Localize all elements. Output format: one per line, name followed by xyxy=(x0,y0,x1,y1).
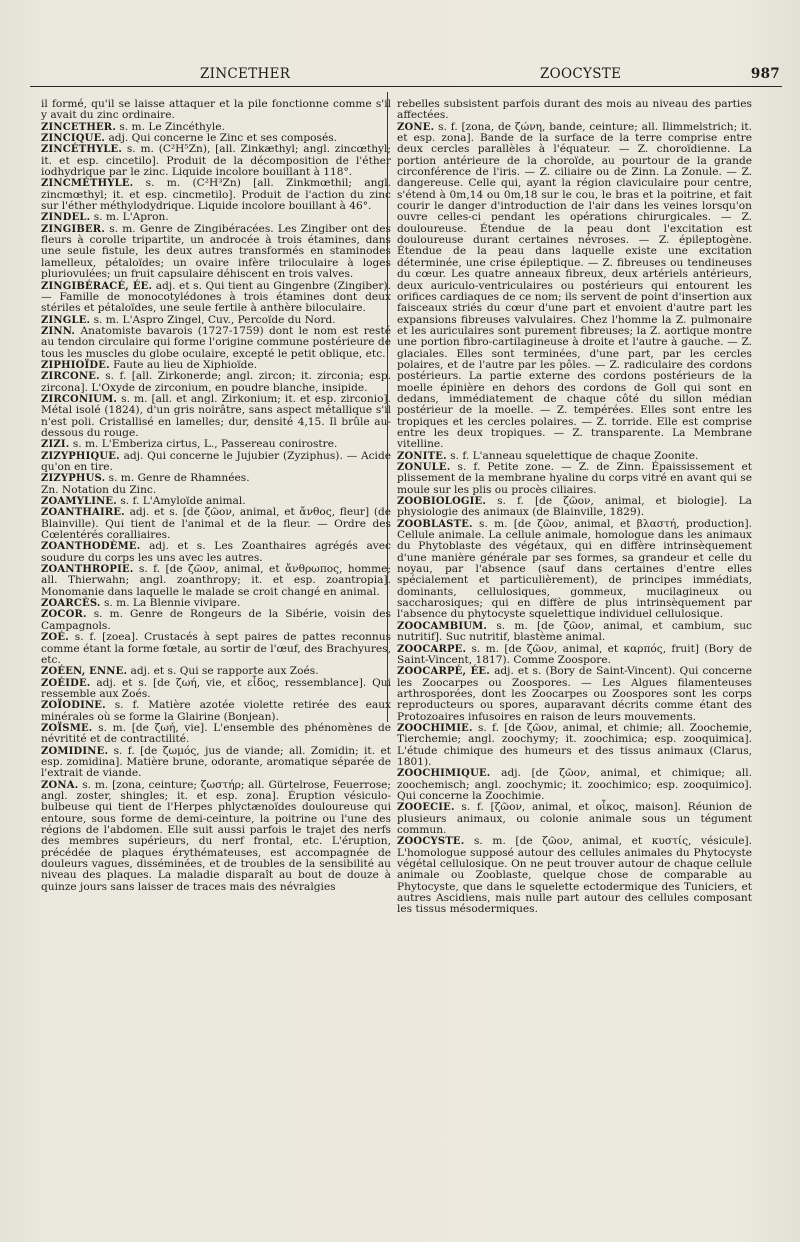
entry-headword: ZOOECIE. xyxy=(397,802,455,814)
entry-text: s. m. La Blennie vivipare. xyxy=(103,597,241,610)
entry-headword: ZINCÉTHYLE. xyxy=(41,144,123,156)
entry-text: s. f. Matière azotée violette retirée des eaux minérales où se forme la Glairine (Bonjean). xyxy=(41,699,391,723)
entry-text: s. f. L'anneau squelettique de chaque Zoonite. xyxy=(450,449,699,462)
entry-headword: ZIZYPHUS. xyxy=(41,473,106,485)
dictionary-entry xyxy=(41,780,391,893)
entry-text: s. m. Genre de Zingibéracées. Les Zingiber ont des fleurs à corolle tripartite, un androcée à trois étamines, dans une seule fistule, les deux autres transformés en staminodes lamelleux, pétaloïdes; un ovaire infère triloculaire à loges pluriovulées; un fruit capsulaire déhiscent en trois valves. xyxy=(41,222,391,281)
entry-text: s. f. [all. Zirkonerde; angl. zircon; it. zirconia; esp. zircona]. L'Oxyde de zirconium, en poudre blanche, insipide. xyxy=(41,370,391,394)
dictionary-entry xyxy=(41,632,391,666)
entry-headword: ZONE. xyxy=(397,121,435,133)
entry-headword: ZINN. xyxy=(41,325,76,337)
entry-text: s. m. (C²H⁵Zn), [all. Zinkæthyl; angl. zincœthyl; it. et esp. cincetilo]. Produit de la décomposition de l'éther iodhydrique par le zinc. Liquide incolore bouillant à 118°. xyxy=(41,143,391,179)
entry-text: s. f. [ζῶον, animal, et οἶκος, maison]. Réunion de plusieurs animaux, ou colonie animale sous un tégument commun. xyxy=(397,801,752,836)
dictionary-entry xyxy=(397,644,752,667)
entry-text: adj. [de ζῶον, animal, et chimique; all. zoochemisch; angl. zoochymic; it. zoochimico; esp. zooquimico]. Qui concerne la Zoochimie. xyxy=(397,767,752,802)
entry-text: s. m. [de ζῶον, animal, et καρπός, fruit] (Bory de Saint-Vincent, 1817). Comme Zoospore. xyxy=(397,642,752,666)
entry-text: s. f. [de ζῶον, animal, et chimie; all. Zoochemie, Tierchemie; angl. zoochymy; it. zoochimica; esp. zooquimica]. L'étude chimique des humeurs et des tissus animaux (Clarus, 1801). xyxy=(397,721,752,768)
entry-headword: ZIRCONE. xyxy=(41,371,100,383)
entry-headword: ZINCIQUE. xyxy=(41,133,106,145)
dictionary-entry xyxy=(41,224,391,281)
dictionary-entry xyxy=(397,836,752,915)
entry-text: adj. Qui concerne le Zinc et ses composés. xyxy=(108,132,338,145)
entry-headword: ZOAMYLINE. xyxy=(41,496,117,508)
entry-text: s. m. Genre de Rhamnées. xyxy=(108,472,250,485)
dictionary-entry xyxy=(41,178,391,212)
entry-text: Zn. Notation du Zinc. xyxy=(41,483,157,496)
entry-headword: ZOÏODINE. xyxy=(41,700,106,712)
entry-headword: ZOÉEN, ENNE. xyxy=(41,666,128,678)
entry-headword: ZINGIBÉRACÉ, ÉE. xyxy=(41,280,153,292)
entry-headword: ZONULE. xyxy=(397,462,451,473)
dictionary-entry xyxy=(397,666,752,723)
entry-headword: ZOOCHIMIQUE. xyxy=(397,768,491,780)
entry-text: il formé, qu'il se laisse attaquer et la pile fonctionne comme s'il y avait du zinc ordinaire. xyxy=(41,98,391,122)
dictionary-entry xyxy=(41,723,391,746)
entry-text: adj. et s. [de ζωή, vie, et εἶδος, ressemblance]. Qui ressemble aux Zoés. xyxy=(41,676,391,700)
entry-text: s. f. [de ζωμός, jus de viande; all. Zomidin; it. et esp. zomidina]. Matière brune, odorante, aromatique séparée de l'extrait de viande. xyxy=(41,744,391,780)
dictionary-entry xyxy=(397,99,752,122)
entry-headword: ZOOCHIMIE. xyxy=(397,722,473,734)
dictionary-entry xyxy=(41,541,391,564)
entry-text: s. f. [zona, de ζώνη, bande, ceinture; all. Ilimmelstrich; it. et esp. zona]. Bande de la surface de la terre comprise entre deux cercles parallèles à l'équateur. — Z. choroïdienne. La portion antérieure de la choroïde, au pourtour de la grande circonférence de l'iris. — Z. ciliaire ou de Zinn. La Zonule. — Z. dangereuse. Celle qui, ayant la région claviculaire pour centre, s'étend à 0m,14 ou 0m,18 sur le cou, le bras et la poitrine, et fait courir le danger d'introduction de l'air dans les veines lorsqu'on ouvre celles-ci pendant les opérations chirurgicales. — Z. douloureuse. Étendue de la peau dont l'excitation est douloureuse durant certaines névroses. — Z. épileptogène. Étendue de la peau dans laquelle existe une excitation déterminée, une crise épileptique. — Z. fibreuses ou tendineuses du cœur. Les quatre anneaux fibreux, deux artériels antérieurs, deux auriculo-ventriculaires ou postérieurs qui entourent les orifices cardiaques de ce nom; ils servent de point d'insertion aux faisceaux striés du cœur d'une part et envoient d'autre part les expansions fibreuses valvulaires. Chez l'homme la Z. pulmonaire et les auriculaires sont purement fibreuses; la Z. aortique montre une portion fibro-cartilagineuse à droite et l'autre à gauche. — Z. glaciales. Elles sont terminées, d'une part, par les cercles polaires, et de l'autre par les pôles. — Z. radiculaire des cordons postérieurs. La partie externe des cordons postérieurs de la moelle épinière en dehors des cordons de Goll qui sont en dedans, immédiatement de chaque côté du sillon médian postérieur de la moelle. — Z. tempérées. Elles sont entre les tropiques et les cercles polaires. — Z. torride. Elle est comprise entre les deux tropiques. — Z. transparente. La Membrane vitelline. xyxy=(397,120,753,451)
entry-headword: ZOOCAMBIUM. xyxy=(397,620,488,632)
entry-headword: ZINGIBER. xyxy=(41,223,106,235)
entry-text: s. m. [de ζῶον, animal, et κυστίς, vésicule]. L'homologue supposé autour des cellules animales du Phytocyste végétal cellulosique. On ne peut trouver autour de chaque cellule animale ou Zooblaste, quelque chose de comparable au Phytocyste, que dans le squelette ectodermique des Tuniciers, et autres Ascidiens, mais nulle part autour des cellules composant les tissus mésodermiques. xyxy=(397,835,752,916)
dictionary-entry xyxy=(41,564,391,598)
entry-text: s. f. [de ζῶον, animal, et ἄνθρωπος, homme; all. Thierwahn; angl. zoanthropy; it. et esp. zoantropia]. Monomanie dans laquelle le malade se croit changé en animal. xyxy=(41,563,391,598)
header-left-word: ZINCETHER xyxy=(200,66,291,82)
entry-text: Anatomiste bavarois (1727-1759) dont le nom est resté au tendon circulaire qui forme l'origine commune postérieure de tous les muscles du globe oculaire, excepté le petit oblique, etc. xyxy=(41,324,391,360)
header-center-word: ZOOCYSTE xyxy=(540,66,622,82)
entry-text: s. m. [de ζῶον, animal, et βλαστή, production]. Cellule animale. La cellule animale, homologue dans les animaux du Phytoblaste des végétaux, qui en diffère intrinsèquement d'une manière générale par ses formes, sa grandeur et celle du noyau, par l'absence (sauf dans certaines d'entre elles spécialement et particulièrement), de principes immédiats, dominants, cellulosiques, gommeux, mucilagineux ou saccharosiques; qui en diffère de plus intrinsèquement par l'absence du phytocyste squelettique individuel cellulosique. xyxy=(397,517,752,621)
dictionary-entry xyxy=(41,326,391,360)
entry-headword: ZOÏSME. xyxy=(41,722,93,734)
entry-text: s. m. Genre de Rongeurs de la Sibérie, voisin des Campagnols. xyxy=(41,608,391,632)
entry-text: Faute au lieu de Xiphioïde. xyxy=(113,358,258,371)
entry-text: s. f. [zoea]. Crustacés à sept paires de pattes reconnus comme étant la forme fœtale, au sortir de l'œuf, des Brachyures, etc. xyxy=(41,631,392,666)
entry-text: s. m. L'Emberiza cirtus, L., Passereau conirostre. xyxy=(72,438,338,451)
header-rule xyxy=(30,86,782,87)
entry-text: s. m. [all. et angl. Zirkonium; it. et esp. zirconio]. Métal isolé (1824), d'un gris noirâtre, sans aspect métallique s'il n'est poli. Cristallisé en lamelles; dur, densité 4,15. Il brûle au-dessous du rouge. xyxy=(41,392,392,439)
entry-headword: ZOOBLASTE. xyxy=(397,518,473,530)
entry-headword: ZOANTHROPIE. xyxy=(41,564,134,576)
dictionary-entry xyxy=(41,394,391,439)
entry-text: s. f. Petite zone. — Z. de Zinn. Épaississement et plissement de la membrane hyaline du corps vitré en avant qui se moule sur les plis ou procès ciliaires. xyxy=(397,461,752,496)
dictionary-entry xyxy=(41,678,391,701)
dictionary-entry xyxy=(41,451,391,474)
entry-text: s. m. Le Zincéthyle. xyxy=(119,120,225,133)
entry-text: s. f. [de ζῶον, animal, et biologie]. La physiologie des animaux (de Blainville, 1829). xyxy=(397,495,752,519)
entry-headword: ZOÉIDE. xyxy=(41,677,91,689)
dictionary-entry xyxy=(397,122,752,451)
left-column xyxy=(41,99,391,893)
entry-headword: ZOOCARPÉ, ÉE. xyxy=(397,666,490,678)
entry-headword: ZOÉ. xyxy=(41,632,69,644)
page-header xyxy=(30,66,780,86)
entry-text: adj. et s. Qui tient au Gingenbre (Zingiber). — Famille de monocotylédones à trois étamines dont deux stériles et pétaloïdes, une seule fertile à anthère biloculaire. xyxy=(41,279,391,315)
dictionary-entry xyxy=(397,496,752,519)
entry-text: s. m. [zona, ceinture; ζωστήρ; all. Gürtelrose, Feuerrose; angl. zoster, shingles; it. et esp. zona]. Éruption vésiculo-bulbeuse qui tient de l'Herpes phlyctænoïdes douloureuse qui entoure, sous forme de demi-ceinture, la poitrine ou l'une des régions de l'abdomen. Elle suit aussi parfois le trajet des nerfs des membres supérieurs, du nerf frontal, etc. L'éruption, précédée de plaques érythémateuses, est accompagnée de douleurs vagues, disséminées, et de troubles de la sensibilité au niveau des plaques. La maladie disparaît au bout de douze à quinze jours sans laisser de traces mais des névralgies xyxy=(41,778,391,893)
dictionary-entry xyxy=(41,144,391,178)
entry-headword: ZOOBIOLOGIE. xyxy=(397,496,487,508)
entry-headword: ZINDEL. xyxy=(41,212,91,224)
dictionary-entry xyxy=(41,99,391,122)
dictionary-entry xyxy=(397,621,752,644)
dictionary-entry xyxy=(41,700,391,723)
entry-text: adj. et s. [de ζῶον, animal, et ἄνθος, fleur] (de Blainville). Qui tient de l'animal et de la fleur. — Ordre des Cœlentérés coralliaires. xyxy=(41,506,391,542)
entry-headword: ZINCMÉTHYLE. xyxy=(41,178,134,190)
entry-text: s. m. [de ζωή, vie]. L'ensemble des phénomènes de névritité et de contractilité. xyxy=(41,721,391,746)
entry-headword: ZOOCYSTE. xyxy=(397,836,465,848)
dictionary-entry xyxy=(397,462,752,496)
entry-headword: ZIPHIOÏDE. xyxy=(41,359,110,371)
entry-text: s. m. L'Aspro Zingel, Cuv., Percoïde du Nord. xyxy=(93,313,336,326)
entry-text: s. m. L'Apron. xyxy=(93,211,169,224)
entry-text: adj. et s. (Bory de Saint-Vincent). Qui concerne les Zoocarpes ou Zoospores. — Les Algues filamenteuses arthrosporées, dont les Zoocarpes ou Zoospores sont les corps reproducteurs ou spores, auparavant décrits comme étant des Protozoaires infusoires en raison de leurs mouvements. xyxy=(397,665,753,723)
entry-headword: ZIZYPHIQUE. xyxy=(41,450,120,462)
dictionary-entry xyxy=(41,609,391,632)
dictionary-entry xyxy=(397,802,752,836)
entry-headword: ZINGLE. xyxy=(41,314,91,326)
page-number: 987 xyxy=(750,66,780,82)
entry-headword: ZOMIDINE. xyxy=(41,745,109,757)
entry-text: s. m. [de ζῶον, animal, et cambium, suc nutritif]. Suc nutritif, blastème animal. xyxy=(397,619,752,644)
entry-text: rebelles subsistent parfois durant des mois au niveau des parties affectées. xyxy=(397,98,752,122)
entry-headword: ZIRCONIUM. xyxy=(41,393,118,405)
dictionary-entry xyxy=(397,519,752,621)
entry-text: s. m. (C²H³Zn) [all. Zinkmœthil; angl. zincmœthyl; it. et esp. cincmetilo]. Produit de l'action du zinc sur l'éther méthylodydrique. Liquide incolore bouillant à 46°. xyxy=(41,177,391,213)
entry-headword: ZOANTHODÈME. xyxy=(41,541,141,553)
dictionary-entry xyxy=(41,281,391,315)
entry-headword: ZOCOR. xyxy=(41,609,87,621)
entry-headword: ZINCETHER. xyxy=(41,121,117,133)
entry-headword: ZOARCÈS. xyxy=(41,598,101,610)
dictionary-entry xyxy=(397,723,752,768)
dictionary-entry xyxy=(41,507,391,541)
dictionary-entry xyxy=(41,746,391,780)
entry-headword: ZOANTHAIRE. xyxy=(41,507,125,519)
entry-headword: ZOOCARPE. xyxy=(397,643,467,655)
entry-headword: ZIZI. xyxy=(41,439,70,451)
entry-text: s. f. L'Amyloïde animal. xyxy=(120,495,246,508)
dictionary-entry xyxy=(41,371,391,394)
entry-headword: ZONA. xyxy=(41,779,79,791)
dictionary-entry xyxy=(397,768,752,802)
entry-text: adj. et s. Qui se rapporte aux Zoés. xyxy=(130,665,319,678)
entry-headword: ZONITE. xyxy=(397,450,447,462)
right-column xyxy=(397,99,752,916)
entry-text: adj. Qui concerne le Jujubier (Zyziphus). — Acide qu'on en tire. xyxy=(41,449,391,473)
entry-text: adj. et s. Les Zoanthaires agrégés avec soudure du corps les uns avec les autres. xyxy=(41,540,391,564)
